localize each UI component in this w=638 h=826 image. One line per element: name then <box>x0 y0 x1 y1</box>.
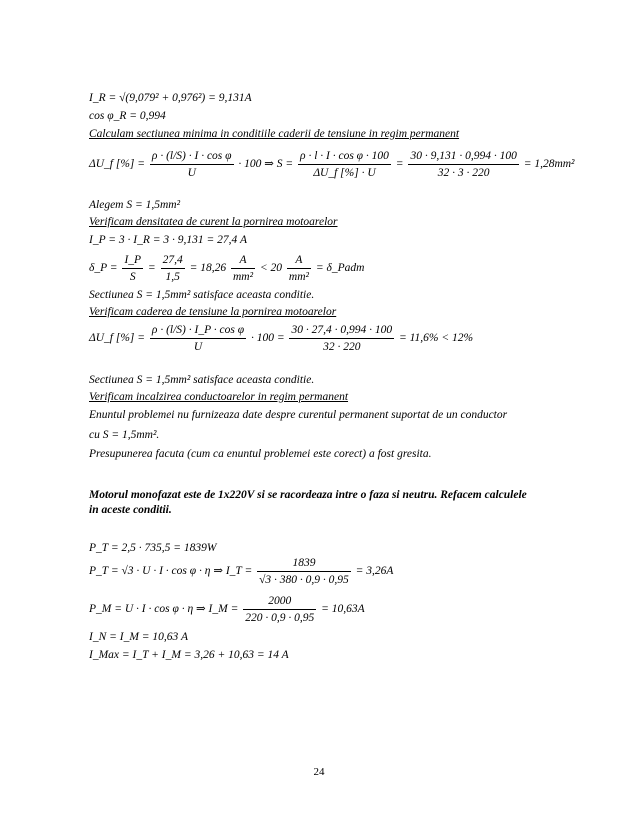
start-voltage-drop-formula: ΔU_f [%] = $\frac{\text{ρ · (l/S) · I\_P · cos φ}}{U}$ · 100 = $\frac{30 \cdot 27,4 \cdot 0,994 \cdot 100}{32 \cdot 220}$ = 11,6% < 12% <box>89 324 474 353</box>
page-number: 24 <box>313 766 325 778</box>
motor-heading-line-2: in aceste conditii. <box>89 504 172 516</box>
section-ok-line-1: Sectiunea S = 1,5mm² satisface aceasta conditie. <box>89 289 315 301</box>
in-line: I_N = I_M = 10,63 A <box>89 631 188 643</box>
im-formula: P_M = U · I · cos φ · η ⇒ I_M = $\frac{2000}{220 \cdot 0,9 \cdot 0,95}$ = 10,63A <box>89 595 365 624</box>
verify-heating-heading: Verificam incalzirea conductoarelor in regim permanent <box>89 391 349 403</box>
enunt-line-2: cu S = 1,5mm². <box>89 429 160 441</box>
it-formula: P_T = √3 · U · I · cos φ · η ⇒ I_T = $\frac{1839}{√3 \cdot 380 \cdot 0,9 \cdot 0,95}$ = 3,26A <box>89 557 394 586</box>
presupunere-line: Presupunerea facuta (cum ca enuntul problemei este corect) a fost gresita. <box>89 448 432 460</box>
ir-line: I_R = √(9,079² + 0,976²) = 9,131A <box>89 92 252 104</box>
motor-heading-line-1: Motorul monofazat este de 1x220V si se racordeaza intre o faza si neutru. Refacem calculele <box>89 489 527 501</box>
enunt-line-1: Enuntul problemei nu furnizeaza date despre curentul permanent suportat de un conductor <box>89 409 508 421</box>
imax-line: I_Max = I_T + I_M = 3,26 + 10,63 = 14 A <box>89 649 289 661</box>
voltage-drop-formula: ΔU_f [%] = $\frac{\text{ρ · (l/S) · I · cos φ}}{U}$ · 100 ⇒ S = $\frac{\text{ρ · l · I · cos φ · 100}}{\Delta U\_f [\%] \cdot U}$ = $\frac{30 \cdot 9,131 \cdot 0,994 \cdot 100}{32 \cdot 3 \cdot 220}$ = 1,28mm² <box>89 150 575 179</box>
verify-density-heading: Verificam densitatea de curent la pornirea motoarelor <box>89 216 338 228</box>
alegem-line: Alegem S = 1,5mm² <box>89 199 181 211</box>
ip-line: I_P = 3 · I_R = 3 · 9,131 = 27,4 A <box>89 234 247 246</box>
section-ok-line-2: Sectiunea S = 1,5mm² satisface aceasta conditie. <box>89 374 315 386</box>
verify-drop-heading: Verificam caderea de tensiune la pornirea motoarelor <box>89 306 337 318</box>
pt-line: P_T = 2,5 · 735,5 = 1839W <box>89 542 217 554</box>
cos-line: cos φ_R = 0,994 <box>89 110 166 122</box>
calc-section-heading: Calculam sectiunea minima in conditiile caderii de tensiune in regim permanent <box>89 128 460 140</box>
current-density-formula: δ_P = $\frac{I\_P}{S}$ = $\frac{27,4}{1,5}$ = 18,26 $\frac{A}{\text{mm²}}$ < 20 $\frac{A}{\text{mm²}}$ = δ_Padm <box>89 254 365 283</box>
